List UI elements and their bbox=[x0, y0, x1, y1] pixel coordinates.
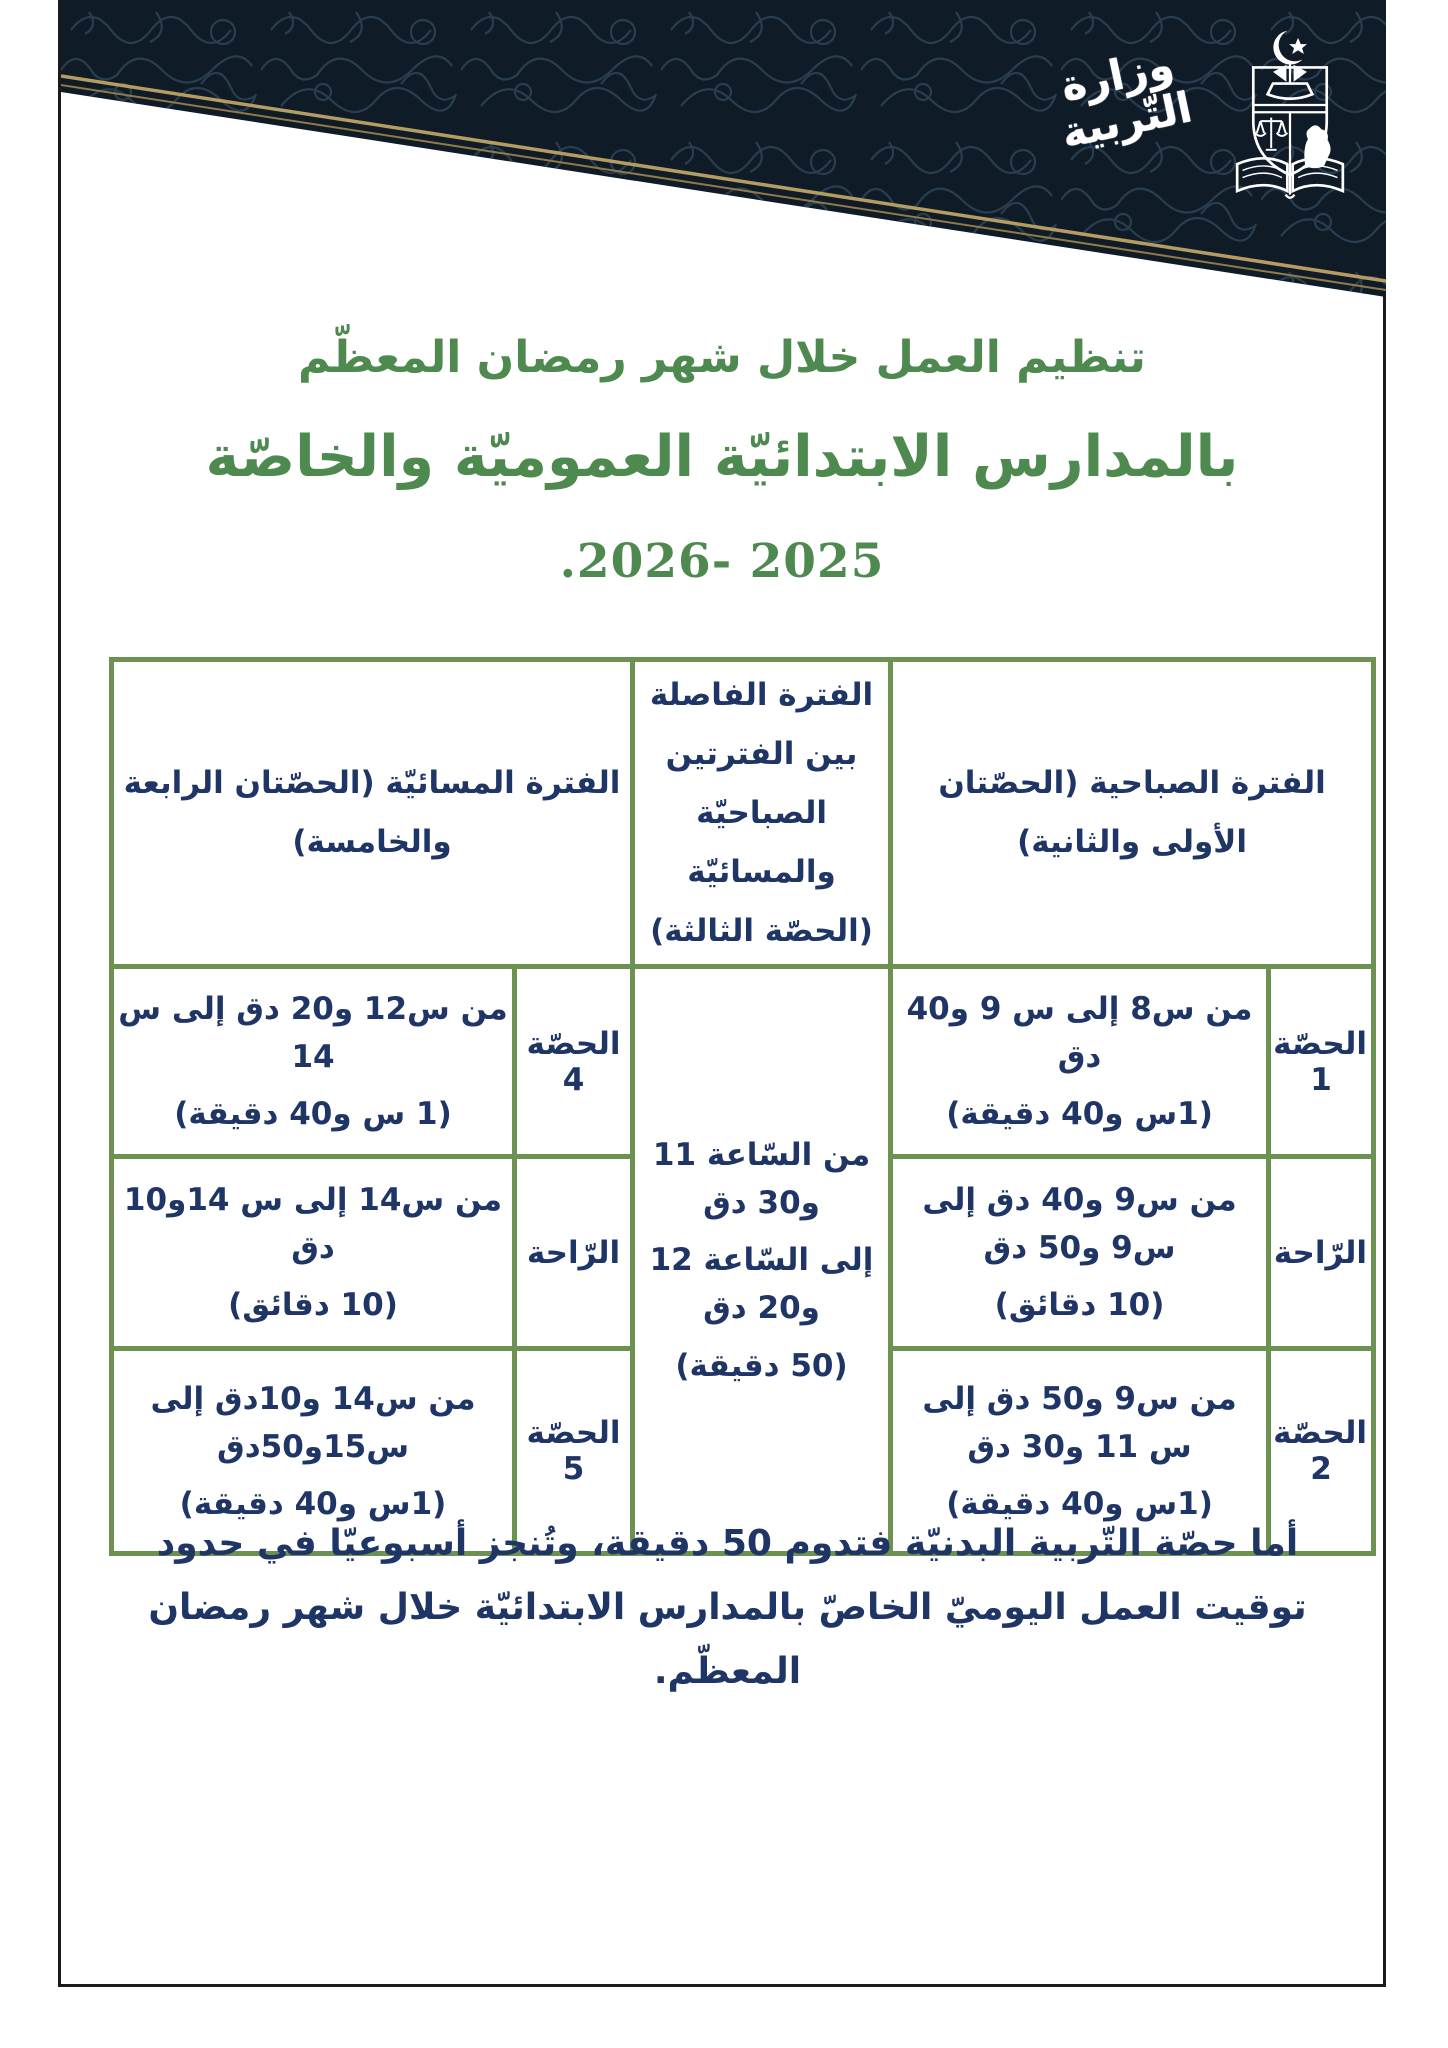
evening-break-time-text: من س14 إلى س 14و10 دق bbox=[123, 1182, 503, 1267]
header-middle-line3: (الحصّة الثالثة) bbox=[650, 912, 873, 949]
doc-title-line2: بالمدارس الابتدائيّة العموميّة والخاصّة bbox=[205, 424, 1239, 490]
cell-session4-label: الحصّة 4 bbox=[515, 967, 633, 1157]
session4-time-text: من س12 و20 دق إلى س 14 bbox=[118, 991, 508, 1076]
table-row-session1 bbox=[112, 967, 1374, 1157]
header-evening-text: الفترة المسائيّة (الحصّتان الرابعة والخامسة) bbox=[123, 765, 621, 861]
morning-break-duration-text: (10 دقائق) bbox=[994, 1287, 1165, 1324]
ship-icon bbox=[1268, 84, 1313, 99]
scales-icon bbox=[1255, 118, 1287, 150]
header-middle-line2: الصباحيّة والمسائيّة bbox=[687, 794, 836, 890]
cell-session2-label: الحصّة 2 bbox=[1269, 1349, 1374, 1554]
header-morning-text: الفترة الصباحية (الحصّتان الأولى والثانية) bbox=[938, 765, 1326, 861]
header-morning-period bbox=[891, 660, 1374, 967]
session2-time-text: من س9 و50 دق إلى س 11 و30 دق bbox=[922, 1380, 1237, 1465]
header-middle-line1: الفترة الفاصلة بين الفترتين bbox=[649, 677, 874, 772]
cell-session4-time bbox=[112, 967, 515, 1157]
session5-duration-text: (1س و40 دقيقة) bbox=[179, 1485, 447, 1522]
session1-duration-text: (1س و40 دقيقة) bbox=[946, 1096, 1213, 1133]
middle-break-line1: من السّاعة 11 و30 دق bbox=[652, 1137, 871, 1222]
shield-band bbox=[1253, 105, 1326, 112]
cell-morning-break-time bbox=[891, 1157, 1269, 1349]
schedule-table bbox=[109, 657, 1376, 1556]
table-header-row bbox=[112, 660, 1374, 967]
cell-evening-break-time bbox=[112, 1157, 515, 1349]
morning-break-time-text: من س9 و40 دق إلى س9 و50 دق bbox=[922, 1182, 1237, 1267]
cell-evening-break-label: الرّاحة bbox=[515, 1157, 633, 1349]
middle-break-line3: (50 دقيقة) bbox=[675, 1347, 848, 1384]
middle-break-line2: إلى السّاعة 12 و20 دق bbox=[649, 1242, 874, 1327]
cell-session1-label: الحصّة 1 bbox=[1269, 967, 1374, 1157]
doc-title-line1: تنظيم العمل خلال شهر رمضان المعظّم bbox=[298, 332, 1146, 383]
open-book-icon bbox=[1237, 158, 1343, 197]
cell-morning-break-label: الرّاحة bbox=[1269, 1157, 1374, 1349]
header-evening-period bbox=[112, 660, 633, 967]
footnote-paragraph: أما حصّة التّربية البدنيّة فتدوم 50 دقيقة، وتُنجز أسبوعيّا في حدود توقيت العمل اليوميّ الخاصّ بالمدارس الابتدائيّة خلال شهر رمضان المعظّم. bbox=[148, 1523, 1307, 1693]
evening-break-duration-text: (10 دقائق) bbox=[228, 1287, 398, 1324]
star-icon bbox=[1289, 38, 1307, 54]
session2-duration-text: (1س و40 دقيقة) bbox=[946, 1485, 1213, 1522]
header-middle-period bbox=[633, 660, 891, 967]
session4-duration-text: (1 س و40 دقيقة) bbox=[174, 1096, 452, 1133]
tunisia-emblem-icon bbox=[1230, 14, 1350, 214]
session5-time-text: من س14 و10دق إلى س15و50دق bbox=[150, 1380, 476, 1465]
doc-title-years: .2026- 2025 bbox=[559, 534, 885, 589]
ministry-name-calligraphy: وزارة التّربية bbox=[1056, 39, 1197, 158]
session1-time-text: من س8 إلى س 9 و40 دق bbox=[906, 991, 1253, 1076]
cell-session1-time bbox=[891, 967, 1269, 1157]
cell-middle-break bbox=[633, 967, 891, 1554]
cell-session5-label: الحصّة 5 bbox=[515, 1349, 633, 1554]
